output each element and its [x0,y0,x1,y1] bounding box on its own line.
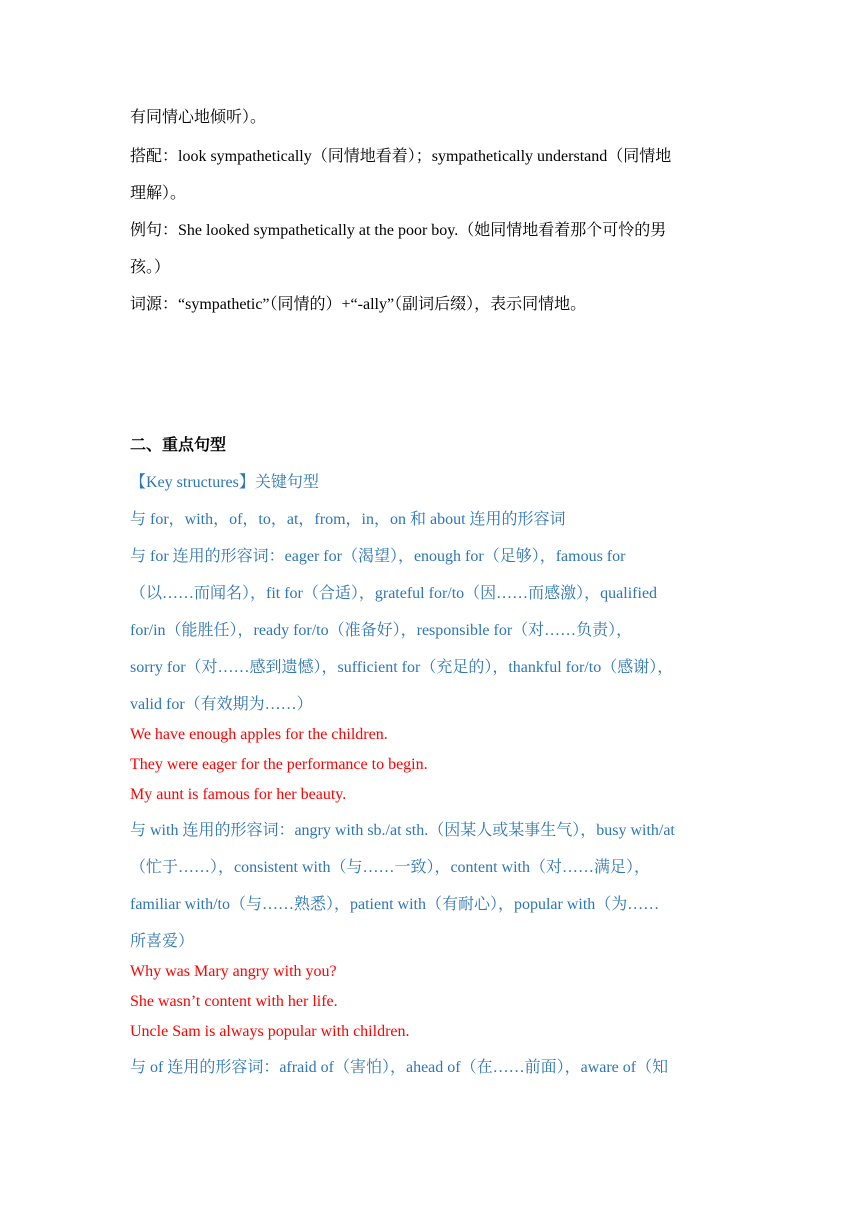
key-structures-title: 【Key structures】关键句型 [130,474,319,491]
structure-line: 与 with 连用的形容词：angry with sb./at sth.（因某人或某事生气），busy with/at [130,822,675,839]
example-sentence: Uncle Sam is always popular with children. [130,1023,410,1040]
example-sentence: They were eager for the performance to begin. [130,756,428,773]
structure-line: 与 of 连用的形容词：afraid of（害怕），ahead of（在……前面），aware of（知 [130,1059,669,1076]
structure-line: 与 for，with，of，to，at，from，in，on 和 about 连用的形容词 [130,511,566,528]
intro-line: 有同情心地倾听）。 [130,109,267,126]
example-sentence: We have enough apples for the children. [130,726,388,743]
structure-line: familiar with/to（与……熟悉），patient with（有耐心），popular with（为…… [130,896,660,913]
example-sentence: She wasn’t content with her life. [130,993,338,1010]
intro-line: 搭配：look sympathetically（同情地看着）；sympathetically understand（同情地 [130,148,672,165]
intro-line: 词源：“sympathetic”（同情的）+“-ally”（副词后缀），表示同情地。 [130,296,587,313]
example-sentence: Why was Mary angry with you? [130,963,337,980]
intro-line: 例句：She looked sympathetically at the poor boy.（她同情地看着那个可怜的男 [130,222,667,239]
structure-line: （以……而闻名），fit for（合适），grateful for/to（因……而感激），qualified [130,585,658,602]
structure-line: 与 for 连用的形容词：eager for（渴望），enough for（足够），famous for [130,548,626,565]
structure-line: sorry for（对……感到遗憾），sufficient for（充足的），thankful for/to（感谢）， [130,659,674,676]
structure-line: for/in（能胜任），ready for/to（准备好），responsible for（对……负责）， [130,622,633,639]
structure-line: 所喜爱） [130,933,195,950]
intro-line: 孩。） [130,259,171,276]
section-heading: 二、重点句型 [130,437,227,454]
structure-line: （忙于……），consistent with（与……一致），content with（对……满足）， [130,859,650,876]
structure-line: valid for（有效期为……） [130,696,313,713]
intro-line: 理解）。 [130,185,187,202]
example-sentence: My aunt is famous for her beauty. [130,786,347,803]
